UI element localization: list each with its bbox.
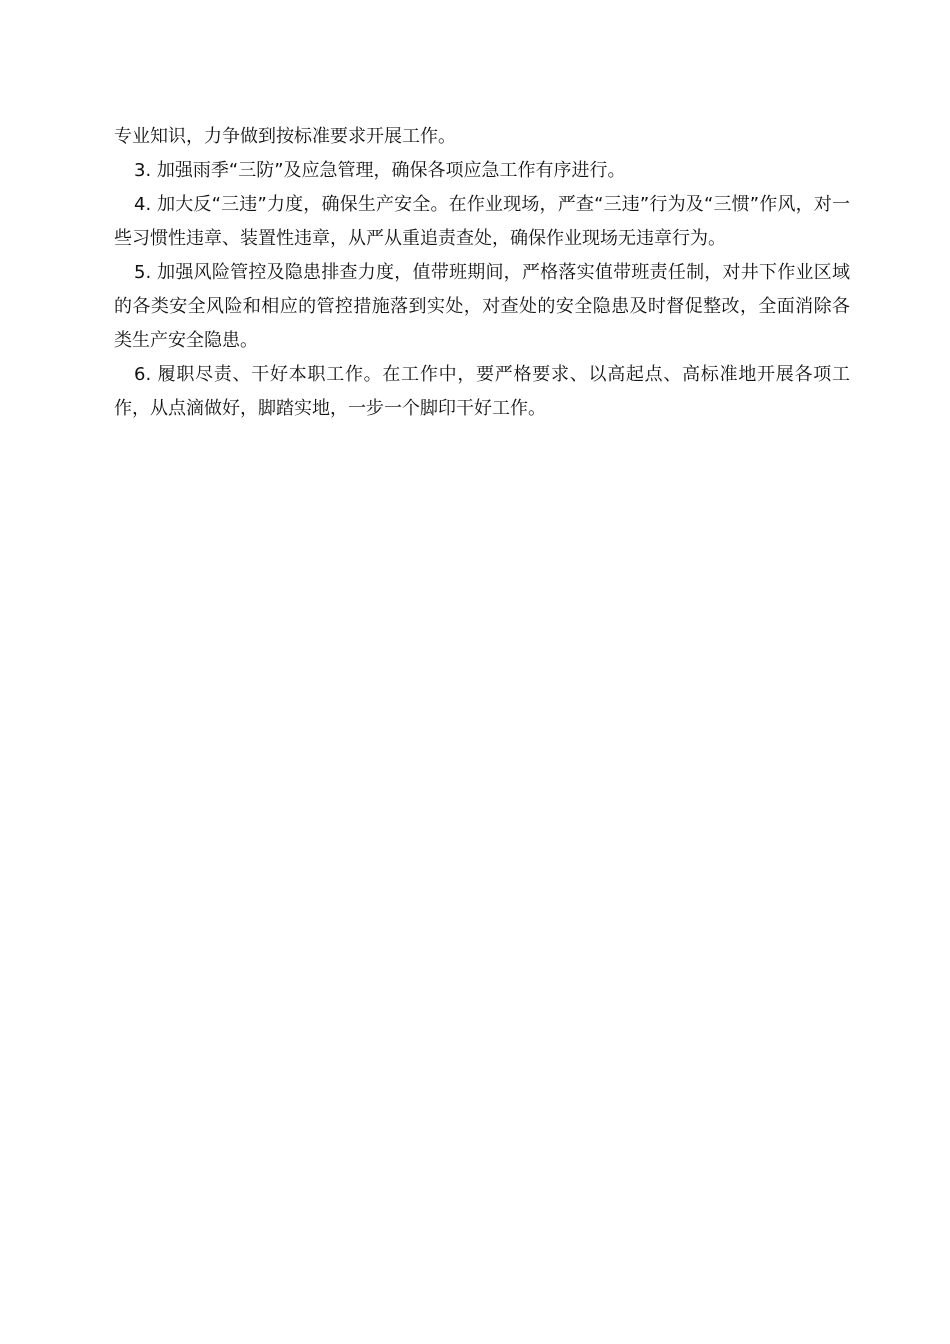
document-body	[114, 120, 850, 426]
paragraph-continuation: 专业知识，力争做到按标准要求开展工作。	[114, 126, 456, 147]
paragraph-item-4: 4. 加大反“三违”力度，确保生产安全。在作业现场，严查“三违”行为及“三惯”作风，对一些习惯性违章、装置性违章，从严从重追责查处，确保作业现场无违章行为。	[114, 194, 850, 249]
paragraph-item-6: 6. 履职尽责、干好本职工作。在工作中，要严格要求、以高起点、高标准地开展各项工作，从点滴做好，脚踏实地，一步一个脚印干好工作。	[114, 364, 850, 419]
paragraph-item-5: 5. 加强风险管控及隐患排查力度，值带班期间，严格落实值带班责任制，对井下作业区域的各类安全风险和相应的管控措施落到实处，对查处的安全隐患及时督促整改，全面消除各类生产安全隐患。	[114, 262, 850, 351]
paragraph-item-3: 3. 加强雨季“三防”及应急管理，确保各项应急工作有序进行。	[134, 160, 626, 181]
